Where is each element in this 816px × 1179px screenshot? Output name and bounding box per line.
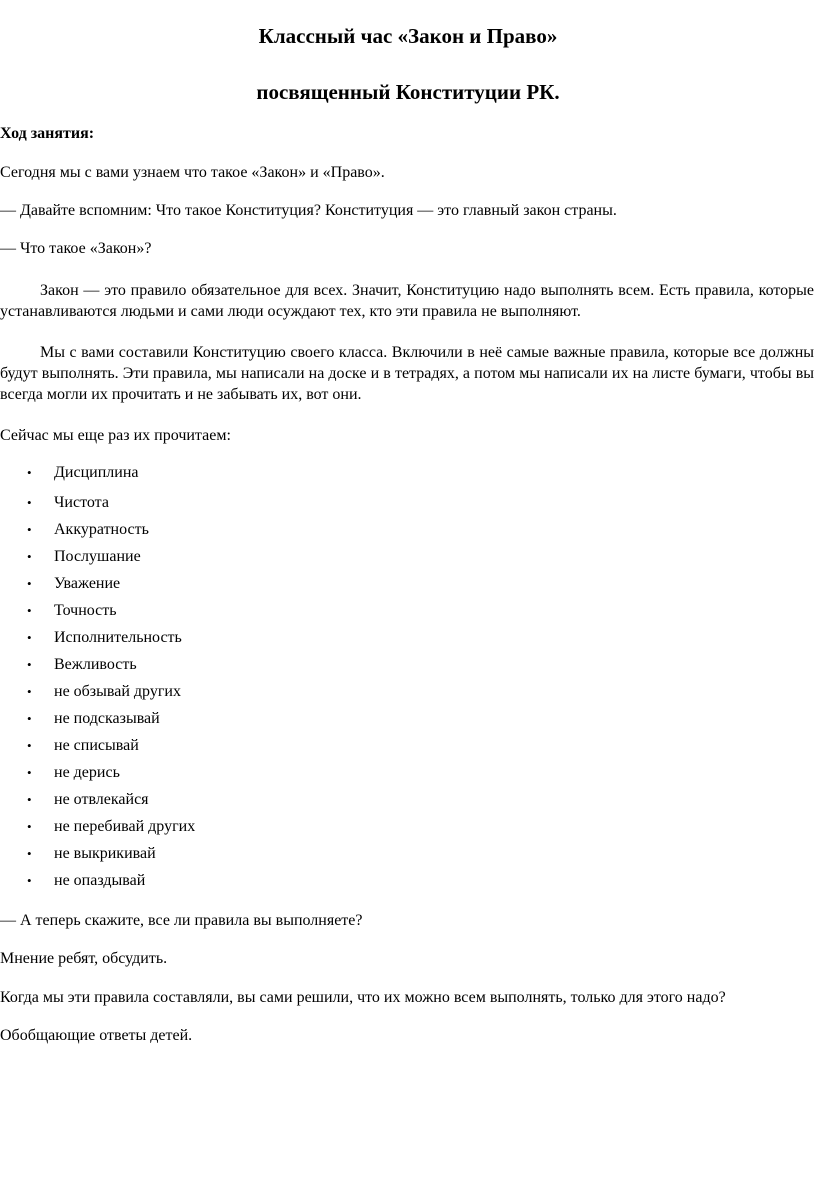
paragraph-read-again: Сейчас мы еще раз их прочитаем:: [0, 427, 231, 444]
paragraph-question-rules: — А теперь скажите, все ли правила вы выполняете?: [0, 912, 363, 929]
title-line-2: посвященный Конституции РК.: [256, 80, 560, 104]
rule-text: Исполнительность: [54, 629, 182, 646]
paragraph-opinion: Мнение ребят, обсудить.: [0, 950, 168, 967]
rule-text: Уважение: [54, 575, 121, 592]
bullet-icon: •: [27, 765, 32, 780]
bullet-icon: •: [27, 495, 32, 510]
paragraph-intro: Сегодня мы с вами узнаем что такое «Закон» и «Право».: [0, 164, 385, 181]
paragraph-summary: Обобщающие ответы детей.: [0, 1027, 193, 1044]
bullet-icon: •: [27, 819, 32, 834]
paragraph-question-law: — Что такое «Закон»?: [0, 240, 152, 257]
rule-text: Вежливость: [54, 656, 137, 673]
rule-text: Послушание: [54, 548, 141, 565]
rule-text: не обзывай других: [54, 683, 181, 700]
bullet-icon: •: [27, 657, 32, 672]
rule-text: Аккуратность: [54, 521, 149, 538]
rule-text: не выкрикивай: [54, 845, 156, 862]
bullet-icon: •: [27, 738, 32, 753]
bullet-icon: •: [27, 603, 32, 618]
rule-text: Чистота: [54, 494, 109, 511]
paragraph-constitution: — Давайте вспомним: Что такое Конституция? Конституция — это главный закон страны.: [0, 202, 617, 219]
title-line-1: Классный час «Закон и Право»: [258, 24, 558, 48]
bullet-icon: •: [27, 630, 32, 645]
rule-text: не опаздывай: [54, 872, 146, 889]
bullet-icon: •: [27, 792, 32, 807]
bullet-icon: •: [27, 684, 32, 699]
bullet-icon: •: [27, 576, 32, 591]
bullet-icon: •: [27, 711, 32, 726]
section-heading: Ход занятия:: [0, 125, 95, 142]
paragraph-class-constitution: Мы с вами составили Конституцию своего класса. Включили в неё самые важные правила, которые все должны будут выполнять. Эти правила, мы написали на доске и в тетрадях, а потом мы написали их на листе бумаги, чтобы вы всегда могли их прочитать и не забывать их, вот они.: [0, 344, 814, 403]
rule-text: не подсказывай: [54, 710, 160, 727]
rule-text: Точность: [54, 602, 117, 619]
paragraph-law-definition: Закон — это правило обязательное для всех. Значит, Конституцию надо выполнять всем. Есть правила, которые устанавливаются людьми и сами люди осуждают тех, кто эти правила не выполняют.: [0, 282, 814, 320]
rule-text: не списывай: [54, 737, 139, 754]
bullet-icon: •: [27, 465, 32, 480]
rule-text: не дерись: [54, 764, 120, 781]
bullet-icon: •: [27, 522, 32, 537]
paragraph-when: Когда мы эти правила составляли, вы сами решили, что их можно всем выполнять, только для этого надо?: [0, 989, 726, 1006]
rule-text: не перебивай других: [54, 818, 196, 835]
bullet-icon: •: [27, 846, 32, 861]
bullet-icon: •: [27, 873, 32, 888]
bullet-icon: •: [27, 549, 32, 564]
rule-text: не отвлекайся: [54, 791, 149, 808]
rule-text: Дисциплина: [54, 464, 139, 481]
